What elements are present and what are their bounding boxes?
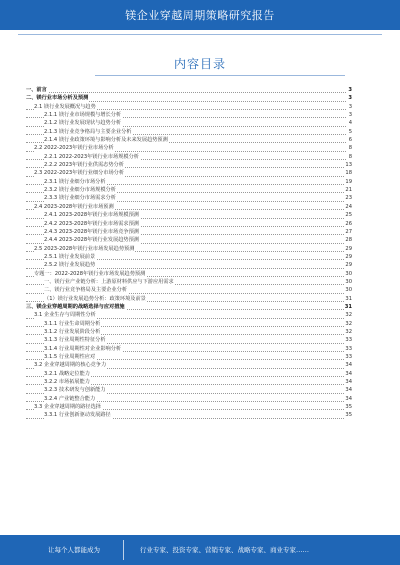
toc-entry-page: 3 — [348, 103, 352, 110]
toc-entry-label: 3.1.4 行业周期性对企业影响分析 — [44, 345, 122, 352]
toc-entry-page: 3 — [348, 95, 352, 102]
toc-entry-label: 2.4.4 2023-2028年镁行业发展趋势预测 — [44, 237, 139, 244]
toc-entry-page: 34 — [345, 387, 352, 394]
table-of-contents — [26, 86, 352, 420]
toc-entry-page: 34 — [345, 370, 352, 377]
toc-entry-label: 2.4.2 2023-2028年镁行业市场需求预测 — [44, 220, 139, 227]
toc-entry-page: 8 — [348, 145, 352, 152]
toc-entry-page: 30 — [345, 287, 352, 294]
toc-entry-label: 2.4.1 2023-2028年镁行业市场规模预测 — [44, 212, 139, 219]
toc-entry-page: 35 — [345, 404, 352, 411]
toc-entry-label: 3.2 企业穿越周期的核心竞争力 — [34, 362, 107, 369]
toc-entry-page: 30 — [345, 270, 352, 277]
toc-entry-label: 2.3.2 镁行业细分市场规模分析 — [44, 187, 116, 194]
toc-entry-page: 27 — [345, 228, 352, 235]
toc-entry-page: 21 — [345, 187, 352, 194]
toc-entry-label: 三、镁企业穿越周期的战略选择与应对措施 — [26, 303, 125, 310]
toc-entry-label: 二、镁行业竞争格局及主要企业分析 — [44, 287, 128, 294]
toc-entry-page: 4 — [348, 120, 352, 127]
toc-entry-page: 26 — [345, 220, 352, 227]
toc-entry-label: 3.2.1 战略定位能力 — [44, 370, 90, 377]
toc-entry-label: 一、镁行业产业链分析：上游原材料供应与下游应用需求 — [44, 278, 174, 285]
toc-entry-label: 3.2.3 技术研发与创新能力 — [44, 387, 106, 394]
toc-entry-label: 3.1 企业生存与周期性分析 — [34, 312, 96, 319]
toc-entry-page: 29 — [345, 253, 352, 260]
toc-entry-label: 2.3.1 镁行业细分市场分析 — [44, 178, 106, 185]
report-title: 镁企业穿越周期策略研究报告 — [125, 9, 275, 22]
toc-entry-page: 23 — [345, 195, 352, 202]
toc-entry-label: 3.1.1 行业生命周期分析 — [44, 320, 101, 327]
toc-entry[interactable] — [26, 411, 352, 419]
toc-entry-label: 一、前言 — [26, 87, 47, 93]
toc-entry-label: 专题一：2022-2028年镁行业市场发展趋势预测 — [34, 270, 146, 277]
toc-entry-label: 2.5 2023-2028年镁行业市场发展趋势预测 — [34, 245, 135, 252]
toc-entry-page: 13 — [345, 162, 352, 169]
toc-entry-label: 2.2 2022-2023年镁行业市场分析 — [34, 145, 114, 152]
toc-entry-label: 2.1 镁行业发展概况与趋势 — [34, 103, 96, 110]
footer-tagline: 行业专家、投资专家、营销专家、战略专家、商业专家…… — [140, 546, 309, 554]
toc-entry-label: 2.1.2 镁行业发展现状与趋势分析 — [44, 120, 122, 127]
toc-entry-label: 3.3 企业穿越周期的路径选择 — [34, 404, 101, 411]
toc-entry-page: 33 — [345, 337, 352, 344]
toc-entry-page: 31 — [345, 295, 352, 302]
toc-entry-label: 2.1.3 镁行业竞争格局与主要企业分析 — [44, 128, 132, 135]
toc-entry-label: 3.1.2 行业发展阶段分析 — [44, 328, 101, 335]
toc-entry-label: 3.2.4 产业链整合能力 — [44, 395, 96, 402]
toc-entry-label: 3.3.1 行业创新驱动发展路径 — [44, 412, 111, 419]
toc-entry-page: 8 — [348, 153, 352, 160]
toc-entry-page: 24 — [345, 203, 352, 210]
toc-entry-page: 5 — [348, 128, 352, 135]
footer-slogan: 让每个人都能成为 — [48, 546, 100, 554]
toc-entry-label: 3.1.5 行业周期性应对 — [44, 354, 96, 360]
toc-entry-label: 二、镁行业市场分析及预测 — [26, 95, 89, 102]
toc-entry-page: 3 — [348, 112, 352, 119]
toc-entry-page: 33 — [345, 345, 352, 352]
toc-entry-label: 2.5.2 镁行业发展趋势 — [44, 262, 96, 269]
toc-entry-label: 2.1.4 镁行业政策环境与影响分析及未来发展趋势预测 — [44, 137, 168, 144]
toc-entry-label: 3.2.2 市场拓展能力 — [44, 379, 90, 386]
toc-entry-page: 6 — [348, 137, 352, 144]
toc-entry-page: 28 — [345, 237, 352, 244]
toc-entry-label: 2.2.1 2022-2023年镁行业市场规模分析 — [44, 153, 139, 160]
toc-entry-label: 2.5.1 镁行业发展前景 — [44, 253, 96, 260]
toc-title: 内容目录 — [173, 57, 226, 71]
toc-entry-page: 19 — [345, 178, 352, 185]
toc-entry-page: 35 — [345, 412, 352, 419]
toc-entry-page: 29 — [345, 262, 352, 269]
header-divider — [18, 34, 382, 35]
toc-title-divider — [95, 75, 345, 76]
toc-entry-label: 2.4.3 2023-2028年镁行业市场竞争预测 — [44, 228, 139, 235]
toc-entry-page: 29 — [345, 245, 352, 252]
toc-entry-page: 32 — [345, 328, 352, 335]
toc-entry-page: 31 — [344, 303, 352, 310]
toc-entry-label: 2.1.1 镁行业市场规模与增长分析 — [44, 112, 122, 119]
toc-entry-page: 33 — [345, 354, 352, 360]
footer-separator — [123, 540, 124, 560]
toc-entry-label: （1）镁行业发展趋势分析：政策环境及前景 — [44, 295, 146, 302]
toc-entry-label: 3.1.3 行业周期性特征分析 — [44, 337, 106, 344]
toc-entry-label: 2.2.2 2023年镁行业供需态势分析 — [44, 162, 124, 169]
toc-entry-page: 30 — [345, 278, 352, 285]
toc-entry-page: 25 — [345, 212, 352, 219]
toc-entry-page: 34 — [345, 362, 352, 369]
toc-entry-page: 32 — [345, 312, 352, 319]
toc-entry-label: 2.4 2023-2028年镁行业市场预测 — [34, 203, 114, 210]
toc-entry-page: 34 — [345, 395, 352, 402]
toc-entry-page: 3 — [348, 87, 352, 93]
toc-entry-label: 2.3 2022-2023年镁行业细分市场分析 — [34, 170, 125, 177]
toc-entry-page: 34 — [345, 379, 352, 386]
toc-entry-page: 32 — [345, 320, 352, 327]
toc-entry-label: 2.3.3 镁行业细分市场需求分析 — [44, 195, 116, 202]
toc-entry-page: 18 — [345, 170, 352, 177]
